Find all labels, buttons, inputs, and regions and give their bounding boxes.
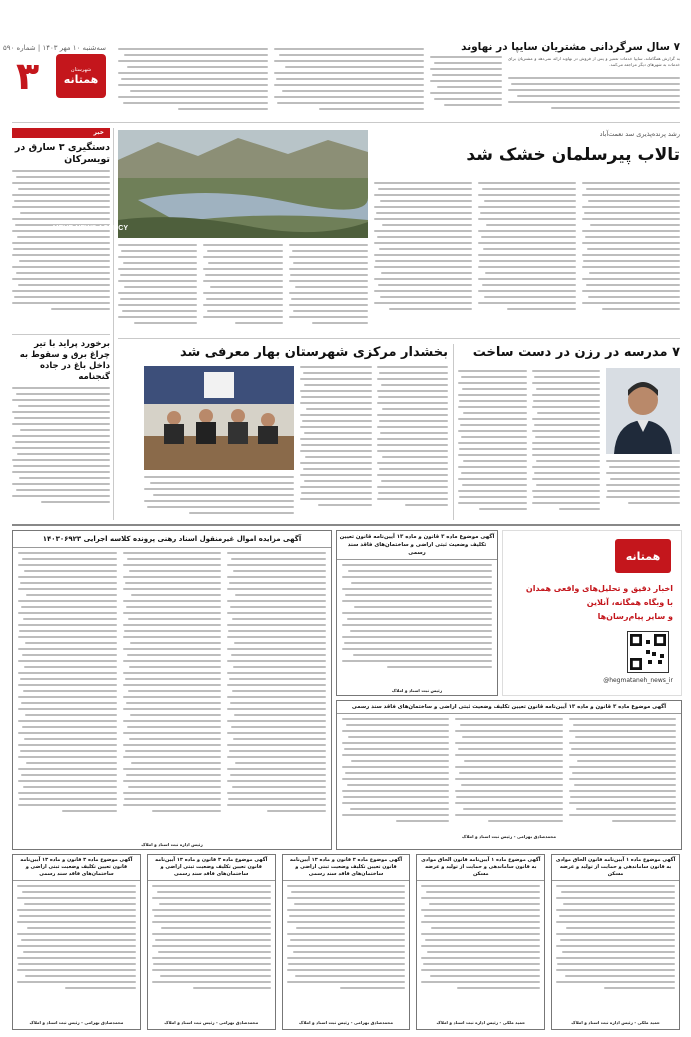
auction-ad <box>12 530 332 850</box>
registry-ad-2-sign: محمدصادق بهرامی - رئیس ثبت اسناد و املاک <box>462 834 556 839</box>
promo-line-1: اخبار دقیق و تحلیل‌های واقعی همدان <box>525 584 673 593</box>
lake-headline: تالاب پیرسلمان خشک شد <box>466 145 680 165</box>
masthead <box>3 40 108 118</box>
top-column-3 <box>430 56 502 118</box>
school-story <box>458 344 680 522</box>
saipa-snippet: به گزارش همگامانه، سایپا خدمات تعمیر و پس از فروش در نهاوند ارائه نمی‌دهد و مشتریان برای خدمات به شهرهای دیگر مراجعه می‌کنند. <box>508 56 680 68</box>
bottom-ad-5 <box>12 854 141 1030</box>
school-headline: ۷ مدرسه در رزن در دست ساخت <box>472 345 680 360</box>
bottom-ad-1-title: آگهی موضوع ماده ۱ آیین‌نامه قانون الحاق موادی به قانون ساماندهی و حمایت از تولید و عرضه مسکن <box>552 855 679 881</box>
school-official-photo <box>606 368 680 454</box>
left-column-rule <box>113 128 114 520</box>
news-tag: خبر <box>12 128 110 138</box>
registry-ad-1-title: آگهی موضوع ماده ۳ قانون و ماده ۱۳ آیین‌نامه قانون تعیین تکلیف وضعیت ثبتی اراضی و ساختمان‌های فاقد سند رسمی <box>337 531 497 560</box>
meeting-illustration <box>144 366 294 470</box>
bottom-ad-5-title: آگهی موضوع ماده ۳ قانون و ماده ۱۳ آیین‌نامه قانون تعیین تکلیف وضعیت ثبتی اراضی و ساختمان‌های فاقد سند رسمی <box>13 855 140 881</box>
lake-kicker: رشد پرنده‌پذیری سد نعمت‌آباد <box>599 130 680 138</box>
portrait-illustration <box>606 368 680 454</box>
top-column-2 <box>274 48 424 118</box>
section-label: شهرستان <box>70 66 92 73</box>
auction-ad-title: آگهی مزایده اموال غیرمنقول اسناد رهنی پرونده کلاسه اجرایی ۱۴۰۳۰۶۹۲۳ <box>13 531 331 548</box>
registry-ad-2 <box>336 700 682 850</box>
photo-credit: MEHR NEWS AGENCY <box>52 225 128 232</box>
promo-line-3: و سایر پیام‌رسان‌ها <box>597 612 673 621</box>
qr-code-graphic <box>628 632 668 672</box>
bottom-ad-5-sign: محمدصادق بهرامی - رئیس ثبت اسناد و املاک <box>29 1020 124 1025</box>
top-column-1 <box>118 48 268 118</box>
office-story <box>118 344 448 522</box>
left-news-column <box>12 128 110 520</box>
bottom-ad-4-sign: محمدصادق بهرامی - رئیس ثبت اسناد و املاک <box>164 1020 259 1025</box>
auction-ad-sign: رئیس اداره ثبت اسناد و املاک <box>141 842 203 847</box>
saipa-headline: ۷ سال سرگردانی مشتریان سایپا در نهاوند <box>461 41 680 53</box>
brand-logo-text: همتانه <box>63 72 99 86</box>
registry-ad-1-sign: رئیس ثبت اسناد و املاک <box>391 688 443 693</box>
header-divider <box>12 122 680 123</box>
bottom-ad-1-sign: حمید ملکی - رئیس اداره ثبت اسناد و املاک <box>571 1020 660 1025</box>
news-item-1-title: دستگیری ۳ سارق در تویسرکان <box>14 142 110 165</box>
bottom-ad-2-title: آگهی موضوع ماده ۱ آیین‌نامه قانون الحاق موادی به قانون ساماندهی و حمایت از تولید و عرضه مسکن <box>417 855 544 881</box>
lake-story-body-lower <box>118 244 368 334</box>
bottom-ad-4-title: آگهی موضوع ماده ۳ قانون و ماده ۱۳ آیین‌نامه قانون تعیین تکلیف وضعیت ثبتی اراضی و ساختمان‌های فاقد سند رسمی <box>148 855 275 881</box>
ads-divider <box>12 524 680 526</box>
bottom-ad-1 <box>551 854 680 1030</box>
office-meeting-photo <box>144 366 294 470</box>
office-headline: بخشدار مرکزی شهرستان بهار معرفی شد <box>179 345 448 360</box>
page-number: ۳ <box>16 54 40 98</box>
bottom-ad-2-sign: حمید ملکی - رئیس اداره ثبت اسناد و املاک <box>436 1020 526 1025</box>
lake-story-header <box>374 130 680 182</box>
saipa-story <box>461 40 680 120</box>
bottom-ad-3 <box>282 854 411 1030</box>
bottom-ad-2 <box>416 854 545 1030</box>
promo-box <box>502 530 682 696</box>
lake-story-body <box>374 182 680 332</box>
news-item-2-title: برخورد پراید با تیر چراغ برق و سقوط به داخل باغ در جاده گنجنامه <box>19 339 110 382</box>
bottom-ad-3-sign: محمدصادق بهرامی - رئیس ثبت اسناد و املاک <box>299 1020 393 1025</box>
bottom-ads-row <box>12 854 680 1030</box>
promo-line-2: با وبگاه همگانه، آنلاین <box>586 598 673 607</box>
mid-divider <box>118 338 680 339</box>
registry-ad-1 <box>336 530 498 696</box>
bottom-ad-4 <box>147 854 276 1030</box>
promo-logo: همتانه <box>615 539 671 573</box>
school-rule <box>453 344 454 520</box>
issue-line: سه‌شنبه ۱۰ مهر ۱۴۰۳ | شماره ۵۹۰ <box>3 44 106 52</box>
registry-ad-2-title: آگهی موضوع ماده ۳ قانون و ماده ۱۳ آیین‌نامه قانون تعیین تکلیف وضعیت ثبتی اراضی و ساختمان‌های فاقد سند رسمی <box>337 701 681 714</box>
bottom-ad-3-title: آگهی موضوع ماده ۳ قانون و ماده ۱۳ آیین‌نامه قانون تعیین تکلیف وضعیت ثبتی اراضی و ساختمان‌های فاقد سند رسمی <box>283 855 410 881</box>
brand-logo <box>56 54 106 98</box>
promo-handle[interactable]: @hegmataneh_news_ir <box>603 677 673 684</box>
qr-code-icon[interactable] <box>627 631 669 673</box>
